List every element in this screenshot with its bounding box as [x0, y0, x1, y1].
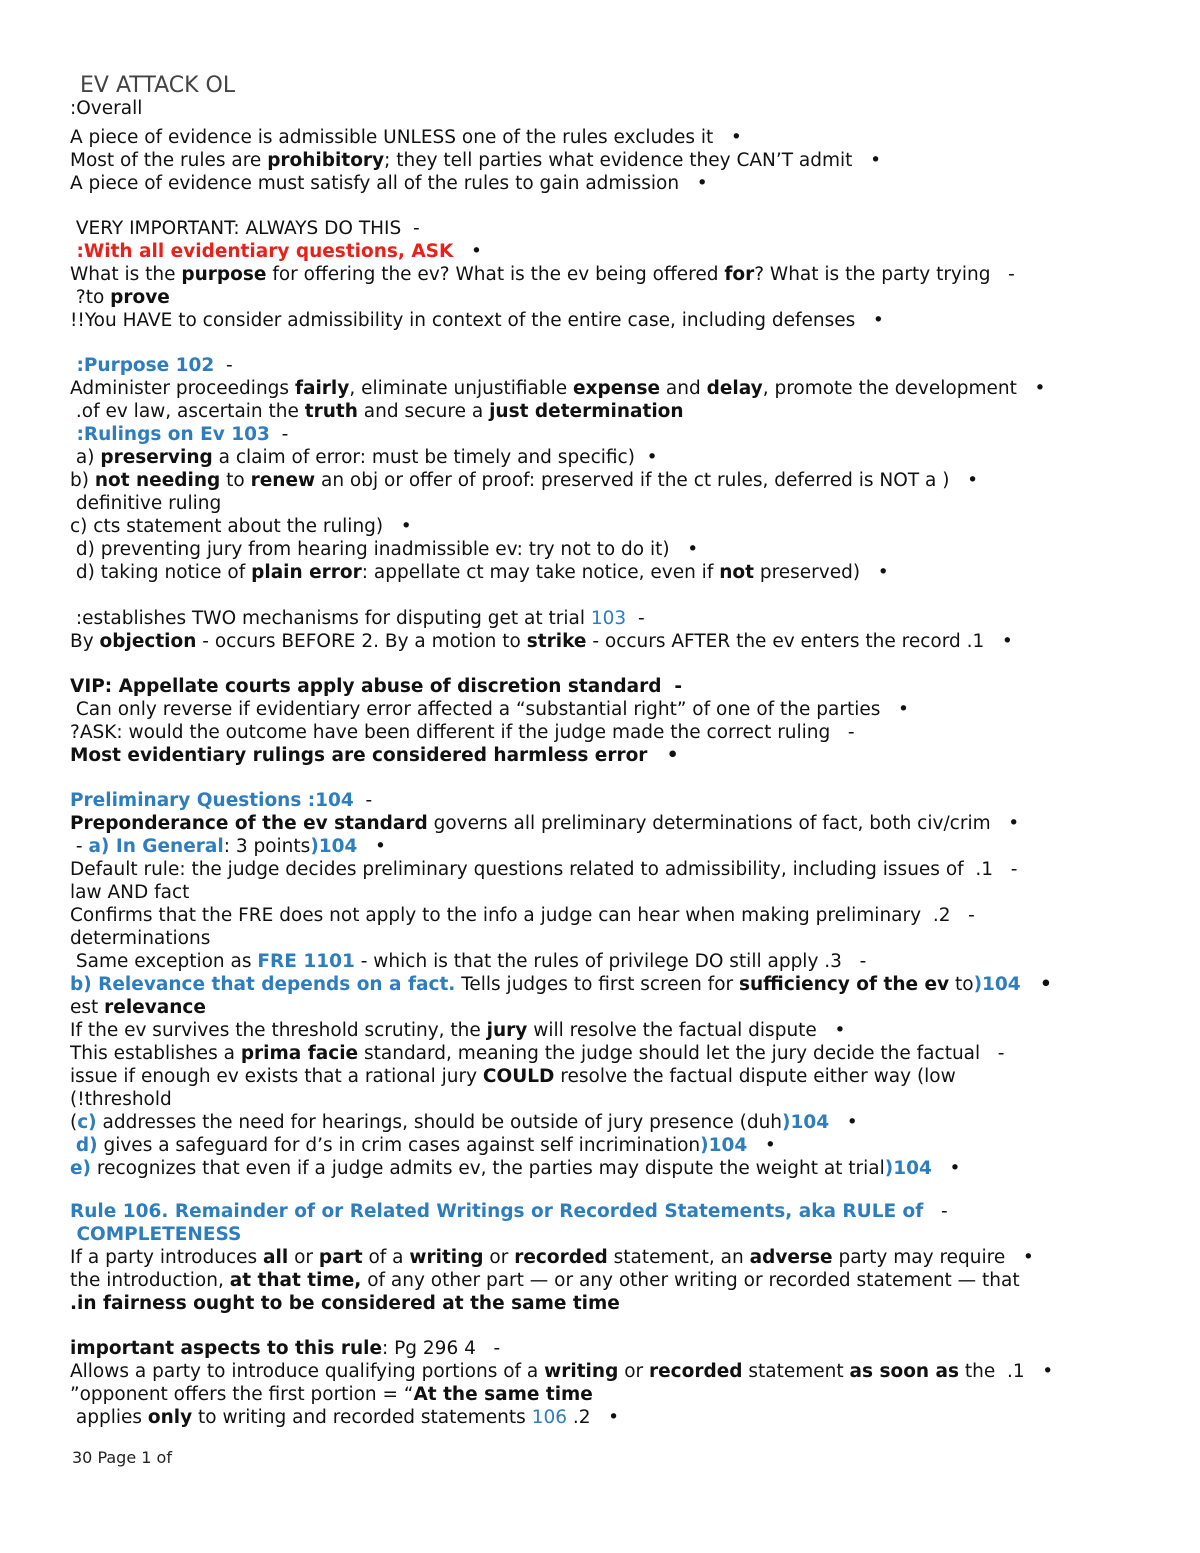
line-text-segment: party may require •	[832, 1247, 1034, 1268]
line-text-segment: 103	[590, 608, 627, 629]
line-text-segment: writing	[409, 1247, 484, 1268]
document-line	[70, 1088, 1130, 1111]
line-text-segment: : Pg 296 4 -	[382, 1338, 501, 1359]
line-text-segment: fairness ought to be considered at the same time	[102, 1293, 620, 1314]
document-line	[70, 607, 1130, 630]
line-text-segment: VERY IMPORTANT: ALWAYS DO THIS -	[70, 218, 420, 239]
line-text-segment: e)	[70, 1158, 92, 1179]
line-text-segment: a claim of error: must be timely and specific) •	[212, 447, 658, 468]
document-line	[70, 1337, 1130, 1360]
document-line	[70, 423, 1130, 446]
line-text-segment: Allows a party to introduce qualifying portions of a	[70, 1361, 545, 1382]
line-text-segment: definitive ruling	[70, 493, 222, 514]
line-text-segment: -	[661, 676, 683, 697]
document-line	[70, 812, 1130, 835]
line-text-segment: expense	[573, 378, 660, 399]
line-text-segment: resolve the factual dispute either way (low	[554, 1066, 956, 1087]
line-text-segment: determinations	[70, 928, 211, 949]
line-text-segment: prohibitory	[267, 150, 385, 171]
line-text-segment: addresses the need for hearings, should be outside of jury presence (duh	[96, 1112, 783, 1133]
document-line	[70, 1292, 1130, 1315]
document-line	[70, 789, 1130, 812]
line-text-segment: Same exception as	[70, 951, 258, 972]
document-line	[70, 835, 1130, 858]
line-text-segment: an obj or offer of proof: preserved if the ct rules, deferred is NOT a ) •	[315, 470, 978, 491]
line-text-segment: only	[147, 1407, 193, 1428]
line-text-segment: •	[647, 745, 679, 766]
document-line	[70, 1134, 1130, 1157]
line-text-segment: a)	[70, 447, 101, 468]
line-text-segment: statement	[742, 1361, 850, 1382]
line-text-segment: sufficiency of the ev	[739, 974, 950, 995]
document-line	[70, 149, 1130, 172]
line-text-segment: : 3 points	[223, 836, 311, 857]
document-line	[70, 630, 1130, 653]
line-text-segment: •	[829, 1112, 858, 1133]
document-line	[70, 400, 1130, 423]
line-text-segment: as soon as	[849, 1361, 960, 1382]
line-text-segment: the introduction,	[70, 1270, 230, 1291]
document-line	[70, 1383, 1130, 1406]
document-line	[70, 538, 1130, 561]
line-text-segment: for offering the ev? What is the ev being offered	[266, 264, 725, 285]
document-line	[70, 1200, 1130, 1223]
line-text-segment: Preliminary Questions :104	[70, 790, 354, 811]
line-text-segment: of any other part — or any other writing or recorded statement — that	[361, 1270, 1020, 1291]
line-text-segment: )104	[700, 1135, 748, 1156]
line-text-segment: What is the	[70, 264, 182, 285]
line-text-segment: •	[931, 1158, 961, 1179]
line-text-segment: law AND fact	[70, 882, 190, 903]
document-line	[70, 1269, 1130, 1292]
line-text-segment: delay	[706, 378, 763, 399]
line-text-segment: •	[357, 836, 386, 857]
document-line	[70, 1223, 1130, 1246]
line-text-segment: VIP: Appellate courts apply abuse of discretion standard	[70, 676, 662, 697]
line-text-segment: :establishes TWO mechanisms for disputing get at trial	[70, 608, 591, 629]
document-line	[70, 492, 1130, 515]
line-text-segment: -	[923, 1201, 948, 1222]
line-text-segment: Administer proceedings	[70, 378, 295, 399]
document-line	[70, 126, 1130, 149]
document-line	[70, 881, 1130, 904]
line-text-segment: (	[70, 1112, 78, 1133]
document-line	[70, 217, 1130, 240]
document-line	[70, 996, 1130, 1019]
line-text-segment: Most of the rules are	[70, 150, 268, 171]
line-text-segment: part	[318, 1247, 363, 1268]
line-text-segment: renew	[250, 470, 316, 491]
line-text-segment: and	[660, 378, 707, 399]
document-line	[70, 446, 1130, 469]
line-text-segment: If the ev survives the threshold scrutiny, the	[70, 1020, 487, 1041]
line-text-segment: ”opponent offers the first portion = “	[70, 1384, 414, 1405]
line-text-segment: A piece of evidence must satisfy all of the rules to gain admission •	[70, 173, 708, 194]
document-line	[70, 515, 1130, 538]
line-text-segment: est	[70, 997, 105, 1018]
line-text-segment: prima facie	[240, 1043, 359, 1064]
document-line	[70, 1019, 1130, 1042]
line-text-segment: - occurs AFTER the ev enters the record .1 •	[586, 631, 1013, 652]
line-text-segment: prove	[110, 287, 170, 308]
line-text-segment: recorded	[649, 1361, 743, 1382]
line-text-segment: : appellate ct may take notice, even if	[361, 562, 720, 583]
line-text-segment: and secure a	[357, 401, 490, 422]
line-text-segment: objection	[99, 631, 197, 652]
line-text-segment: not	[719, 562, 754, 583]
line-text-segment: This establishes a	[70, 1043, 241, 1064]
line-text-segment: to	[220, 470, 251, 491]
line-text-segment: -	[626, 608, 645, 629]
line-text-segment: Tells judges to first screen for	[455, 974, 739, 995]
line-text-segment: recognizes that even if a judge admits ev, the parties may dispute the weight at trial	[91, 1158, 885, 1179]
document-line	[70, 1246, 1130, 1269]
line-text-segment: 106	[531, 1407, 567, 1428]
document-line	[70, 1065, 1130, 1088]
line-text-segment: Preponderance of the ev standard	[70, 813, 428, 834]
line-text-segment: adverse	[749, 1247, 833, 1268]
line-text-segment: gives a safeguard for d’s in crim cases against self incrimination	[97, 1135, 701, 1156]
line-text-segment: plain error	[251, 562, 362, 583]
line-text-segment: not needing	[94, 470, 221, 491]
line-text-segment: Default rule: the judge decides preliminary questions related to admissibility, including issues of .1 -	[70, 859, 1018, 880]
line-text-segment: the .1 •	[959, 1361, 1054, 1382]
line-text-segment: applies	[70, 1407, 148, 1428]
line-text-segment: to	[949, 974, 974, 995]
document-line	[70, 286, 1130, 309]
line-text-segment: -	[214, 355, 233, 376]
line-text-segment: FRE 1101	[257, 951, 355, 972]
line-text-segment: of a	[362, 1247, 410, 1268]
line-text-segment: d) preventing jury from hearing inadmissible ev: try not to do it) •	[70, 539, 699, 560]
line-text-segment: ? What is the party trying -	[754, 264, 1015, 285]
line-text-segment: :Purpose 102	[70, 355, 215, 376]
line-text-segment: ?to	[70, 287, 111, 308]
document-line	[70, 1360, 1130, 1383]
line-text-segment: or	[618, 1361, 649, 1382]
line-text-segment: c) cts statement about the ruling) •	[70, 516, 412, 537]
line-text-segment: strike	[526, 631, 587, 652]
document-line	[70, 904, 1130, 927]
line-text-segment: COULD	[482, 1066, 555, 1087]
line-text-segment: statement, an	[607, 1247, 750, 1268]
line-text-segment: just determination	[489, 401, 684, 422]
line-text-segment: all	[263, 1247, 289, 1268]
line-text-segment: :Overall	[70, 98, 143, 119]
line-text-segment: ?ASK: would the outcome have been different if the judge made the correct ruling -	[70, 722, 855, 743]
line-text-segment: or	[483, 1247, 515, 1268]
line-text-segment: )104	[310, 836, 358, 857]
document-line	[70, 240, 1130, 263]
line-text-segment: for	[724, 264, 755, 285]
line-text-segment: d) taking notice of	[70, 562, 252, 583]
line-text-segment: :Rulings on Ev 103	[70, 424, 270, 445]
line-text-segment: -	[70, 836, 89, 857]
line-text-segment: •	[453, 241, 482, 262]
document-line	[70, 1111, 1130, 1134]
line-text-segment: .2 •	[567, 1407, 620, 1428]
line-text-segment: ; they tell parties what evidence they CAN’T admit •	[384, 150, 881, 171]
document-line	[70, 927, 1130, 950]
document-line	[70, 721, 1130, 744]
line-text-segment: - occurs BEFORE 2. By a motion to	[196, 631, 527, 652]
line-text-segment: •	[1020, 974, 1052, 995]
line-text-segment: a) In General	[88, 836, 224, 857]
document-line	[70, 97, 1130, 120]
line-text-segment: b) Relevance that depends on a fact.	[70, 974, 456, 995]
document-line	[70, 744, 1130, 767]
line-text-segment: Confirms that the FRE does not apply to the info a judge can hear when making preliminary .2 -	[70, 905, 975, 926]
line-text-segment: •	[747, 1135, 776, 1156]
line-text-segment: d)	[75, 1135, 98, 1156]
document-line	[70, 172, 1130, 195]
document-line	[70, 377, 1130, 400]
line-text-segment: governs all preliminary determinations of fact, both civ/crim •	[427, 813, 1020, 834]
line-text-segment: If a party introduces	[70, 1247, 264, 1268]
line-text-segment: recorded	[514, 1247, 608, 1268]
document-line	[70, 698, 1130, 721]
document-line	[70, 309, 1130, 332]
document-line	[70, 675, 1130, 698]
line-text-segment: A piece of evidence is admissible UNLESS one of the rules excludes it •	[70, 127, 742, 148]
line-text-segment: writing	[544, 1361, 619, 1382]
document-line	[70, 1157, 1130, 1180]
line-text-segment: At the same time	[413, 1384, 593, 1405]
line-text-segment: , promote the development •	[762, 378, 1046, 399]
line-text-segment: .in	[70, 1293, 103, 1314]
line-text-segment: issue if enough ev exists that a rational jury	[70, 1066, 483, 1087]
document-line	[70, 354, 1130, 377]
line-text-segment: to writing and recorded statements	[192, 1407, 532, 1428]
line-text-segment: )104	[884, 1158, 932, 1179]
line-text-segment: important aspects to this rule	[70, 1338, 383, 1359]
line-text-segment: By	[70, 631, 100, 652]
line-text-segment: will resolve the factual dispute •	[527, 1020, 846, 1041]
line-text-segment: standard, meaning the judge should let the jury decide the factual -	[358, 1043, 1005, 1064]
line-text-segment: COMPLETENESS	[70, 1224, 242, 1245]
line-text-segment: relevance	[104, 997, 206, 1018]
document-title: EV ATTACK OL	[80, 73, 236, 98]
line-text-segment: -	[353, 790, 373, 811]
line-text-segment: preserved) •	[753, 562, 889, 583]
line-text-segment: )104	[973, 974, 1021, 995]
line-text-segment: jury	[486, 1020, 528, 1041]
document-line	[70, 561, 1130, 584]
document-line	[70, 1406, 1130, 1429]
line-text-segment: Can only reverse if evidentiary error affected a “substantial right” of one of the parties •	[70, 699, 909, 720]
line-text-segment: or	[288, 1247, 319, 1268]
page-footer: 30 Page 1 of	[72, 1448, 172, 1467]
line-text-segment: .of ev law, ascertain the	[70, 401, 305, 422]
line-text-segment: Most evidentiary rulings are considered harmless error	[70, 745, 648, 766]
line-text-segment: fairly	[294, 378, 350, 399]
line-text-segment: :With all evidentiary questions, ASK	[70, 241, 454, 262]
document-line	[70, 1042, 1130, 1065]
line-text-segment: b)	[70, 470, 95, 491]
line-text-segment: preserving	[100, 447, 213, 468]
line-text-segment: truth	[304, 401, 358, 422]
document-line	[70, 858, 1130, 881]
document-line	[70, 263, 1130, 286]
line-text-segment: , eliminate unjustifiable	[349, 378, 573, 399]
line-text-segment: Rule 106. Remainder of or Related Writings or Recorded Statements, aka RULE of	[70, 1201, 924, 1222]
document-line	[70, 469, 1130, 492]
line-text-segment: purpose	[181, 264, 267, 285]
line-text-segment: !!You HAVE to consider admissibility in context of the entire case, including defenses •	[70, 310, 884, 331]
line-text-segment: at that time,	[229, 1270, 362, 1291]
line-text-segment: )104	[782, 1112, 830, 1133]
line-text-segment: -	[269, 424, 289, 445]
line-text-segment: c)	[77, 1112, 97, 1133]
document-line	[70, 950, 1130, 973]
line-text-segment: - which is that the rules of privilege DO still apply .3 -	[354, 951, 867, 972]
line-text-segment: (!threshold	[70, 1089, 172, 1110]
document-line	[70, 973, 1130, 996]
